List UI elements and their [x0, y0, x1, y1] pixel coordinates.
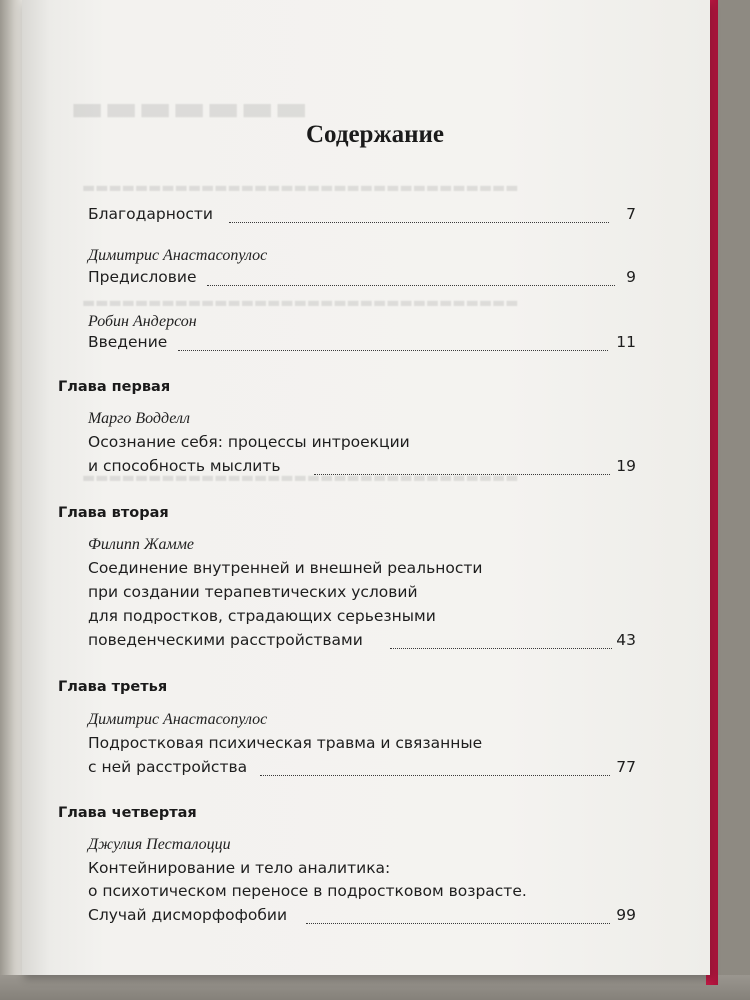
chapter-title-line: с ней расстройства: [88, 758, 248, 776]
author-name: Димитрис Анастасопулос: [88, 711, 268, 728]
show-through-text: ▬▬▬▬▬▬▬▬▬▬▬▬▬▬▬▬▬▬▬▬▬▬▬▬▬▬▬▬▬▬▬▬▬: [82, 180, 519, 196]
author-name: Марго Водделл: [88, 410, 190, 427]
dot-leader: [207, 285, 615, 286]
chapter-title-line: Случай дисморфофобии: [88, 906, 288, 924]
left-page-edge: [0, 0, 24, 1000]
show-through-text: ▬▬▬▬▬▬▬: [70, 88, 309, 129]
chapter-title-line: при создании терапевтических условий: [88, 583, 418, 601]
chapter-heading: Глава первая: [58, 379, 171, 395]
page-number: 99: [616, 906, 636, 924]
chapter-title-line: Контейнирование и тело аналитика:: [88, 859, 391, 877]
author-name: Робин Андерсон: [88, 313, 197, 330]
dot-leader: [260, 775, 610, 776]
toc-entry-preface: Предисловие: [88, 268, 197, 286]
author-name: Димитрис Анастасопулос: [88, 247, 268, 264]
chapter-heading: Глава четвертая: [58, 805, 197, 821]
page-number: 7: [626, 205, 636, 223]
toc-entry-acknowledgements: Благодарности: [88, 205, 213, 223]
page-number: 19: [616, 457, 636, 475]
author-name: Джулия Песталоцци: [88, 836, 231, 853]
chapter-heading: Глава третья: [58, 679, 168, 695]
author-name: Филипп Жамме: [88, 536, 195, 553]
chapter-title-line: Соединение внутренней и внешней реальности: [88, 559, 483, 577]
chapter-title-line: Подростковая психическая травма и связанные: [88, 734, 483, 752]
dot-leader: [390, 648, 612, 649]
chapter-title-line: о психотическом переносе в подростковом возрасте.: [88, 882, 527, 900]
dot-leader: [178, 350, 608, 351]
show-through-text: ▬▬▬▬▬▬▬▬▬▬▬▬▬▬▬▬▬▬▬▬▬▬▬▬▬▬▬▬▬▬▬▬▬: [82, 470, 519, 486]
page-number: 11: [616, 333, 636, 351]
chapter-heading: Глава вторая: [58, 505, 169, 521]
page-number: 77: [616, 758, 636, 776]
show-through-text: ▬▬▬▬▬▬▬▬▬▬▬▬▬▬▬▬▬▬▬▬▬▬▬▬▬▬▬▬▬▬▬▬▬: [82, 295, 519, 311]
table-surface: [0, 975, 750, 1000]
page-number: 9: [626, 268, 636, 286]
dot-leader: [314, 474, 610, 475]
dot-leader: [306, 923, 610, 924]
page-title: Содержание: [305, 121, 444, 148]
chapter-title-line: поведенческими расстройствами: [88, 631, 363, 649]
page-number: 43: [616, 631, 636, 649]
toc-entry-introduction: Введение: [88, 333, 168, 351]
chapter-title-line: Осознание себя: процессы интроекции: [88, 433, 410, 451]
chapter-title-line: для подростков, страдающих серьезными: [88, 607, 436, 625]
chapter-title-line: и способность мыслить: [88, 457, 281, 475]
dot-leader: [229, 222, 609, 223]
